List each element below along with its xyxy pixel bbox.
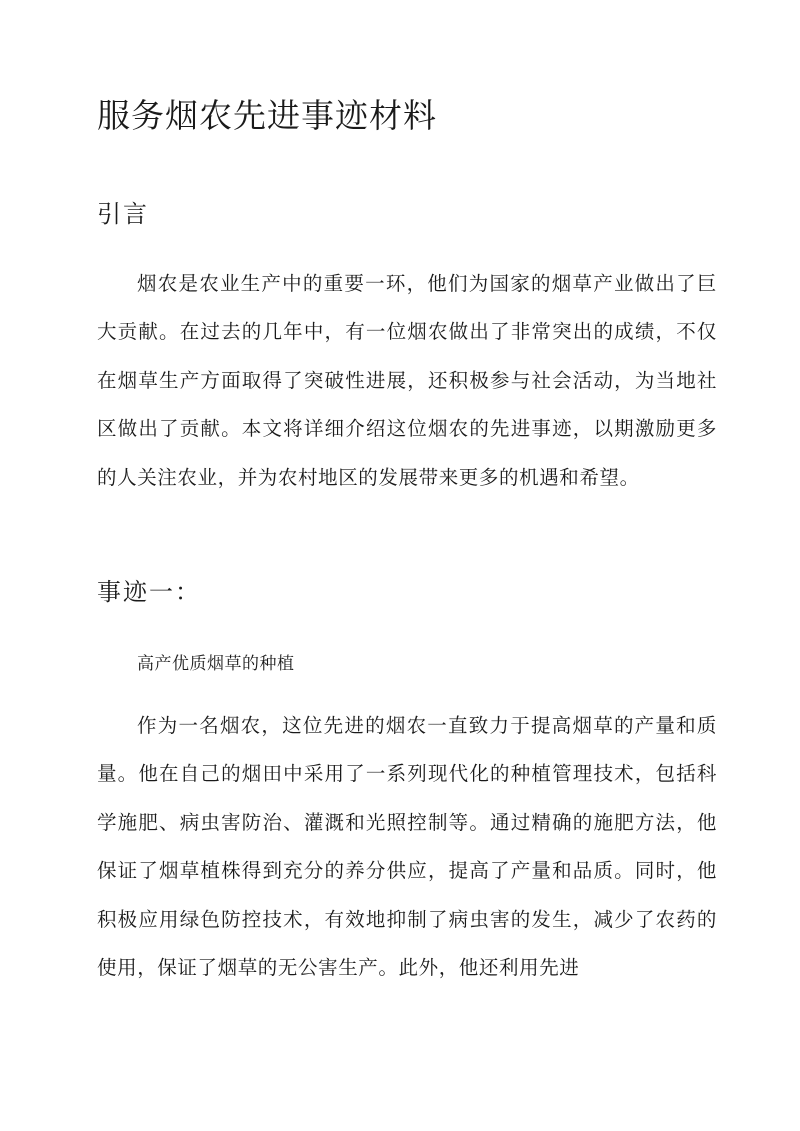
intro-paragraph: 烟农是农业生产中的重要一环，他们为国家的烟草产业做出了巨大贡献。在过去的几年中，有一位烟农做出了非常突出的成绩，不仅在烟草生产方面取得了突破性进展，还积极参与社会活动，为当地社区做出了贡献。本文将详细介绍这位烟农的先进事迹，以期激励更多的人关注农业，并为农村地区的发展带来更多的机遇和希望。 <box>97 272 717 489</box>
event-one-paragraph: 作为一名烟农，这位先进的烟农一直致力于提高烟草的产量和质量。他在自己的烟田中采用了一系列现代化的种植管理技术，包括科学施肥、病虫害防治、灌溉和光照控制等。通过精确的施肥方法，他保证了烟草植株得到充分的养分供应，提高了产量和品质。同时，他积极应用绿色防控技术，有效地抑制了病虫害的发生，减少了农药的使用，保证了烟草的无公害生产。此外，他还利用先进 <box>97 714 717 980</box>
section-heading-event-one: 事迹一： <box>97 578 201 606</box>
document-title: 服务烟农先进事迹材料 <box>97 96 437 135</box>
event-one-subheading: 高产优质烟草的种植 <box>137 654 295 674</box>
section-heading-intro: 引言 <box>97 200 149 228</box>
